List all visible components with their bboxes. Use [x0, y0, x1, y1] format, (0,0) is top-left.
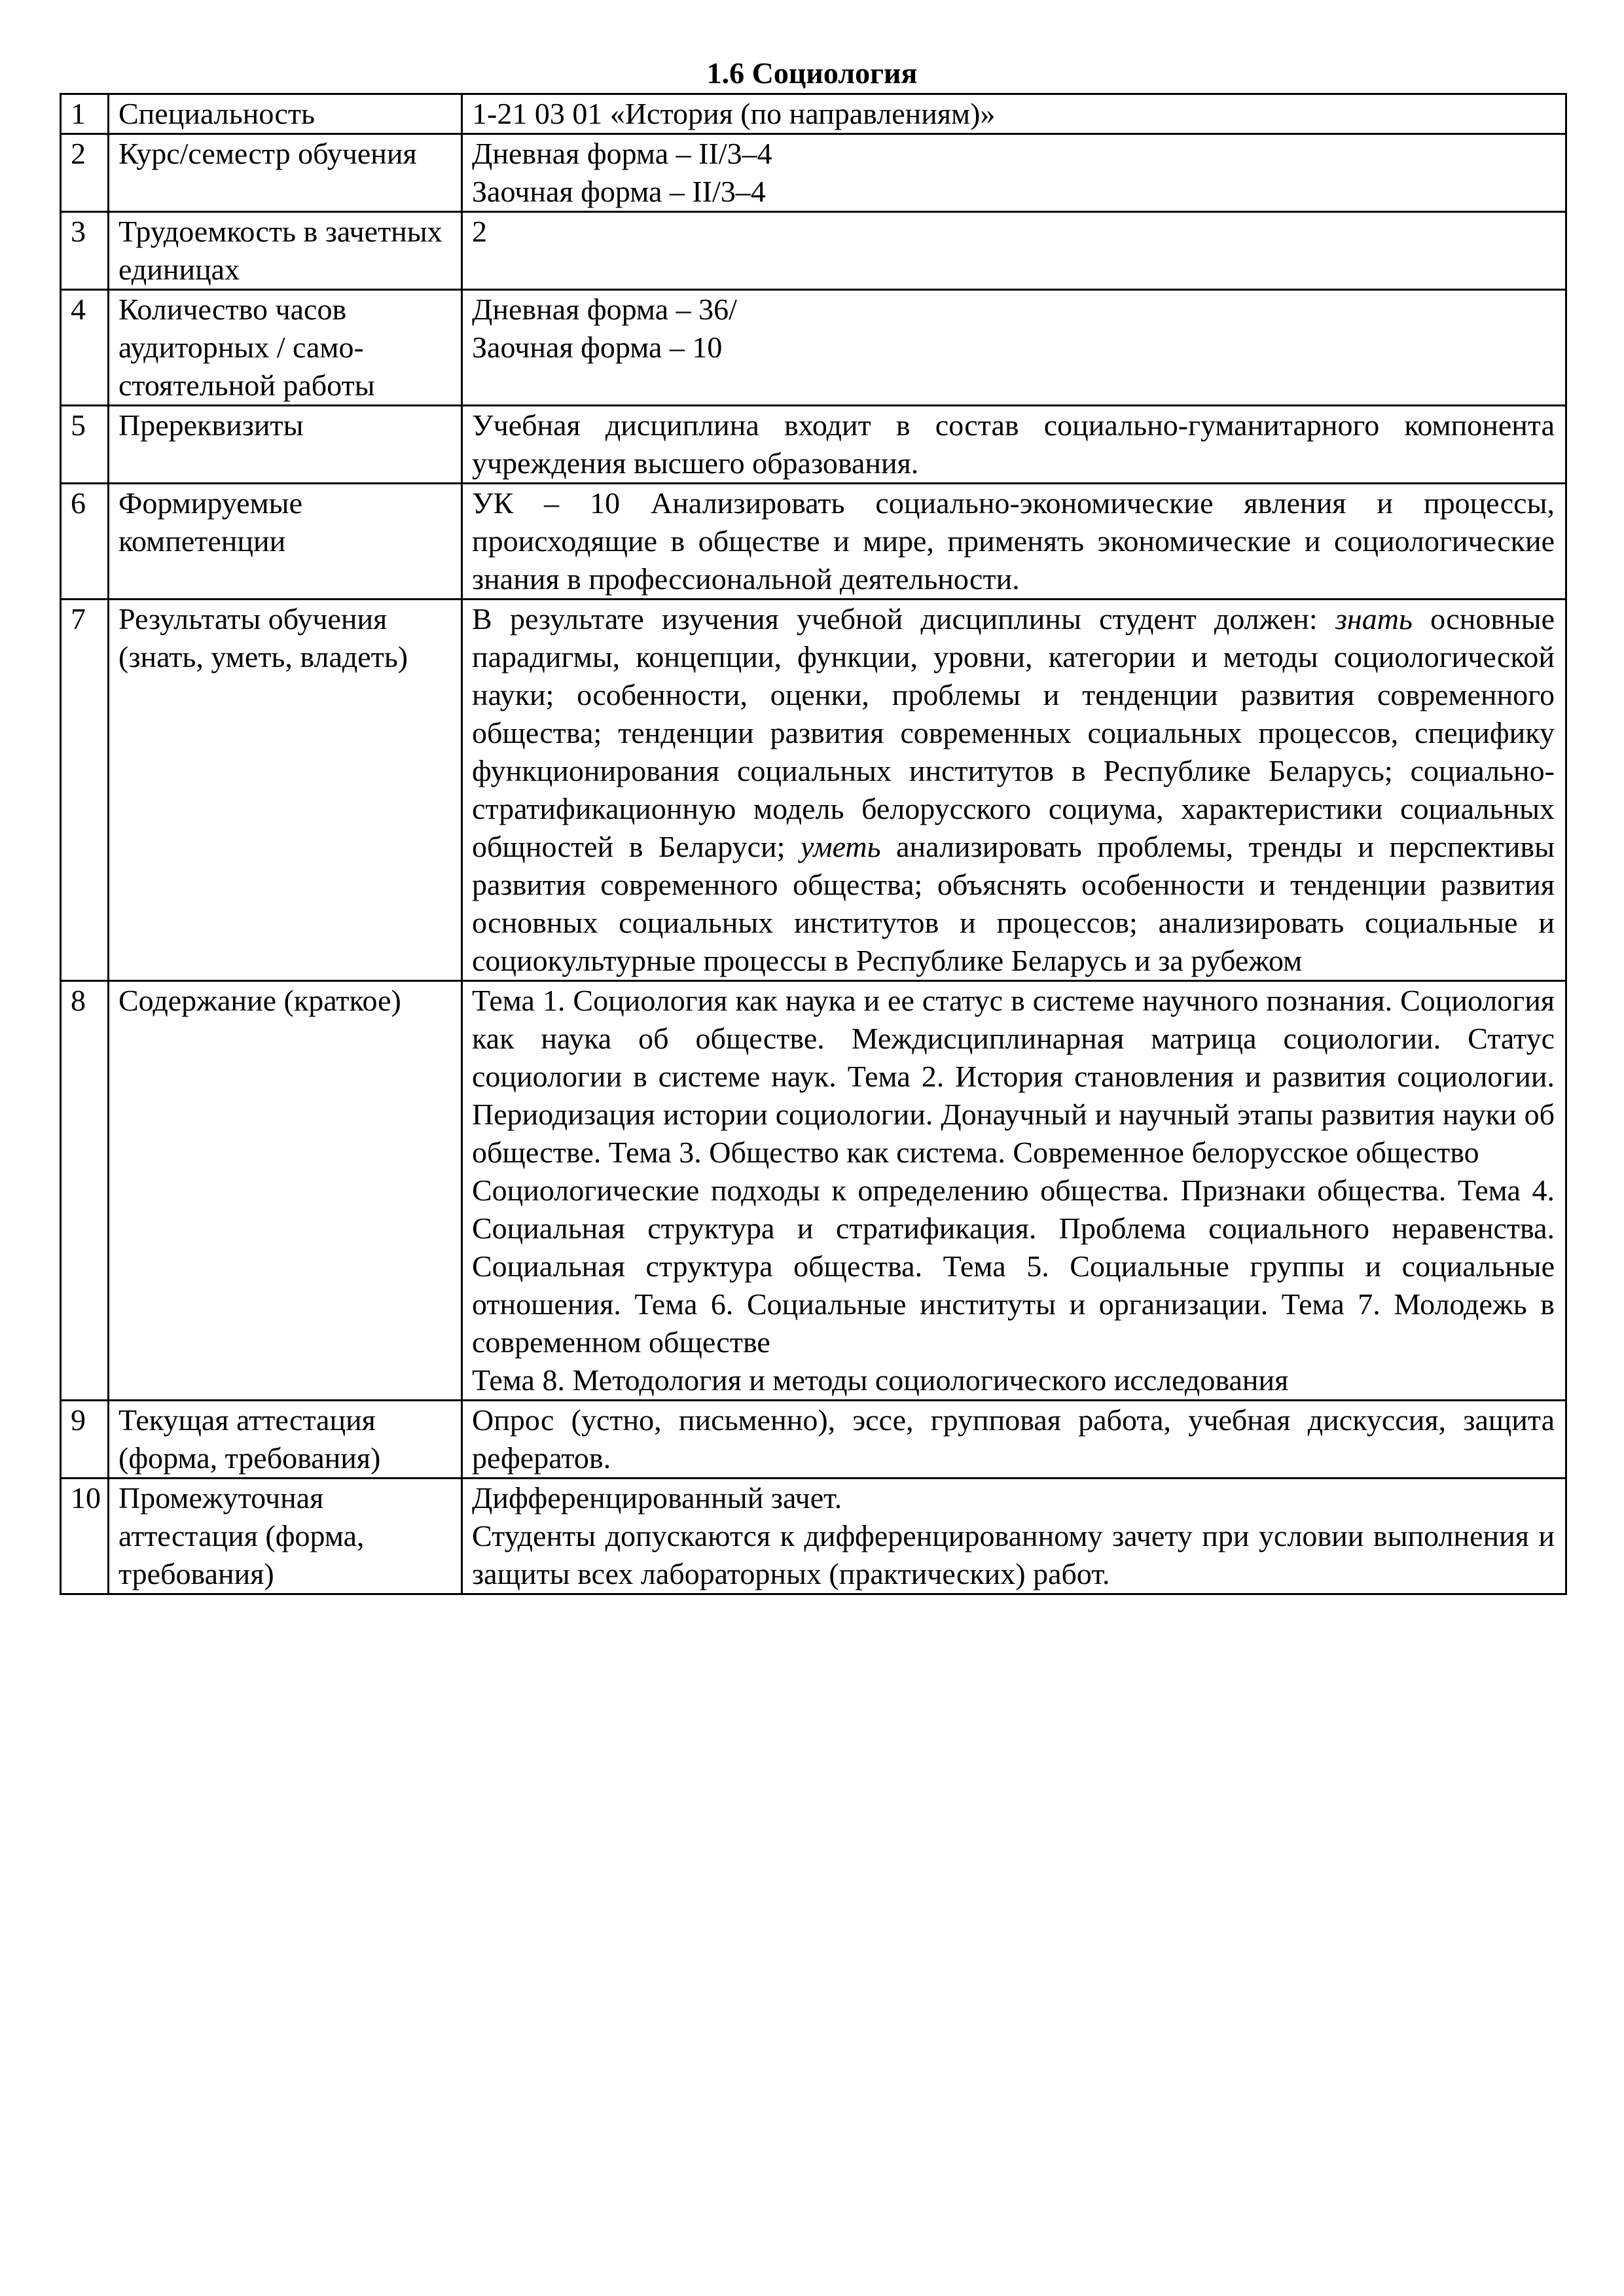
- table-row: [61, 1479, 1566, 1594]
- row-value: [462, 290, 1566, 406]
- value-line: 2: [472, 215, 487, 248]
- value-text: анализировать проблемы, тренды и перспективы развития современного общества; объяснять особенности и тенденции развития основных социальных институтов и процессов; анализировать социальные и социокультурные процессы в Республике Беларусь и за рубежом: [472, 830, 1555, 977]
- row-number: 5: [61, 406, 109, 484]
- row-value: [462, 406, 1566, 484]
- value-line: Дневная форма – 36/: [472, 293, 737, 326]
- row-value: [462, 600, 1566, 981]
- value-text: В результате изучения учебной дисциплины студент должен:: [472, 602, 1335, 636]
- row-label: Специальность: [109, 94, 462, 134]
- row-label: Промежуточная аттестация (форма, требования): [109, 1479, 462, 1594]
- value-text: основные парадигмы, концепции, функции, уровни, категории и методы социологической науки; особенности, оценки, проблемы и тенденции развития современного общества; тенденции развития современных социальных процессов, специфику функционирования социальных институтов в Республике Беларусь; социально-стратификационную модель белорусского социума, характеристики социальных общностей в Беларуси;: [472, 602, 1555, 863]
- row-label: Курс/семестр обучения: [109, 134, 462, 212]
- value-text: УК – 10 Анализировать социально-экономические явления и процессы, происходящие в обществе и мире, применять экономические и социологические знания в профессиональной деятельности.: [472, 486, 1555, 596]
- row-value: [462, 981, 1566, 1401]
- value-paragraph: Дифференцированный зачет.: [472, 1481, 842, 1515]
- row-value: [462, 484, 1566, 600]
- row-label: Формируемые компетенции: [109, 484, 462, 600]
- row-number: 7: [61, 600, 109, 981]
- value-paragraph: Социологические подходы к определению общества. Признаки общества. Тема 4. Социальная структура и стратификация. Проблема социального неравенства. Социальная структура общества. Тема 5. Социальные группы и социальные отношения. Тема 6. Социальные институты и организации. Тема 7. Молодежь в современном обществе: [472, 1174, 1555, 1359]
- row-number: 6: [61, 484, 109, 600]
- row-number: 9: [61, 1401, 109, 1479]
- row-value: [462, 1479, 1566, 1594]
- value-line: Дневная форма – II/3–4: [472, 137, 772, 170]
- table-row: [61, 290, 1566, 406]
- row-number: 10: [61, 1479, 109, 1594]
- row-number: 4: [61, 290, 109, 406]
- know-emphasis: знать: [1335, 602, 1413, 636]
- row-label: Содержание (краткое): [109, 981, 462, 1401]
- discipline-table: [60, 93, 1567, 1595]
- can-emphasis: уметь: [800, 830, 881, 863]
- value-text: Опрос (устно, письменно), эссе, групповая работа, учебная дискуссия, защита рефератов.: [472, 1403, 1555, 1475]
- row-value: [462, 94, 1566, 134]
- table-row: [61, 484, 1566, 600]
- value-paragraph: Тема 1. Социология как наука и ее статус в системе научного познания. Социология как наука об обществе. Междисциплинарная матрица социологии. Статус социологии в системе наук. Тема 2. История становления и развития социологии. Периодизация истории социологии. Донаучный и научный этапы развития науки об обществе. Тема 3. Общество как система. Современное белорусское общество: [472, 984, 1555, 1169]
- table-row: [61, 981, 1566, 1401]
- row-number: 1: [61, 94, 109, 134]
- row-value: [462, 212, 1566, 290]
- table-row: [61, 212, 1566, 290]
- table-row: [61, 406, 1566, 484]
- row-number: 2: [61, 134, 109, 212]
- value-text: Учебная дисциплина входит в состав социально-гуманитарного компонента учреждения высшего образования.: [472, 408, 1555, 480]
- row-label: Результаты обучения (знать, уметь, владеть): [109, 600, 462, 981]
- table-row: [61, 134, 1566, 212]
- row-label: Пререквизиты: [109, 406, 462, 484]
- row-label: Трудоемкость в зачетных единицах: [109, 212, 462, 290]
- value-line: Заочная форма – II/3–4: [472, 175, 766, 208]
- table-row: [61, 600, 1566, 981]
- row-number: 8: [61, 981, 109, 1401]
- row-label: Текущая аттестация (форма, требования): [109, 1401, 462, 1479]
- page-title: 1.6 Социология: [706, 56, 918, 90]
- value-paragraph: Студенты допускаются к дифференцированному зачету при условии выполнения и защиты всех лабораторных (практических) работ.: [472, 1519, 1555, 1590]
- row-value: [462, 134, 1566, 212]
- value-line: Заочная форма – 10: [472, 331, 723, 364]
- table-row: [61, 94, 1566, 134]
- row-value: [462, 1401, 1566, 1479]
- value-line: 1-21 03 01 «История (по направлениям)»: [472, 97, 996, 130]
- row-label: Количество часов аудиторных / само-стоятельной работы: [109, 290, 462, 406]
- row-number: 3: [61, 212, 109, 290]
- value-paragraph: Тема 8. Методология и методы социологического исследования: [472, 1363, 1289, 1397]
- table-row: [61, 1401, 1566, 1479]
